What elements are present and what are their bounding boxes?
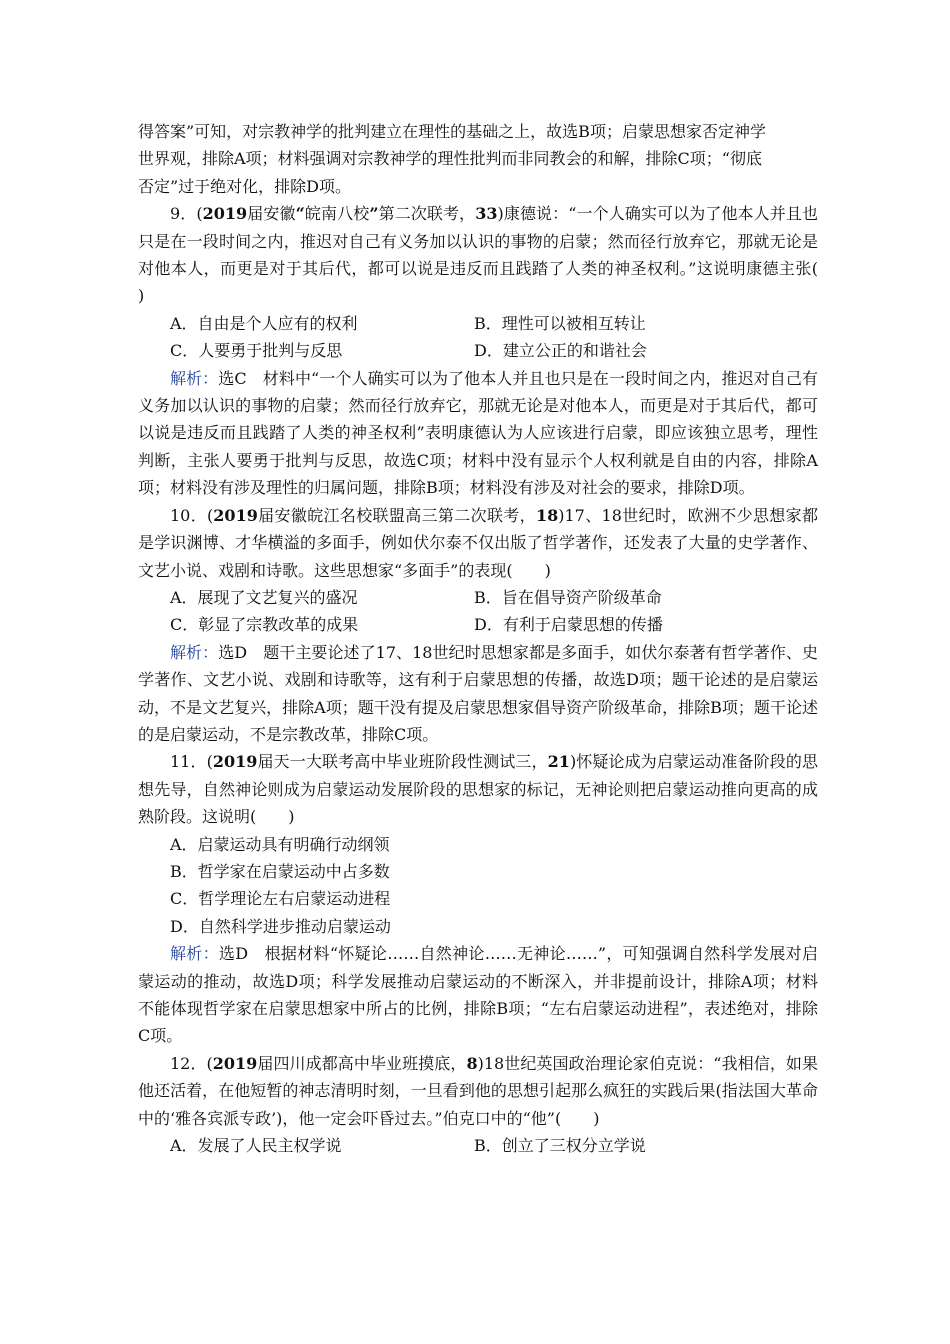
option-a: A．发展了人民主权学说 xyxy=(170,1136,342,1156)
question-9 xyxy=(138,200,851,501)
question-12 xyxy=(138,1050,818,1160)
analysis-label: 解析： xyxy=(170,944,219,964)
question-number: 12．( xyxy=(170,1053,213,1073)
option-d: D．建立公正的和谐社会 xyxy=(474,341,647,361)
question-11-stem xyxy=(138,748,818,830)
question-10 xyxy=(138,502,818,749)
question-9-stem xyxy=(138,200,851,310)
intro-line-1: 得答案”可知，对宗教神学的批判建立在理性的基础之上，故选B项；启蒙思想家否定神学 xyxy=(138,122,766,141)
source-text: 届安徽皖江名校联盟高三第二次联考， xyxy=(257,505,536,525)
option-a: A．自由是个人应有的权利 xyxy=(170,313,358,333)
options-row xyxy=(138,1132,818,1159)
question-9-analysis xyxy=(138,365,818,502)
analysis-label: 解析： xyxy=(170,642,219,662)
source-year: 2019 xyxy=(202,204,248,224)
source-year: 2019 xyxy=(212,1053,258,1073)
analysis-text: 选D 题干主要论述了17、18世纪时思想家都是多面手，如伏尔泰著有哲学著作、史学著作、文艺小说、戏剧和诗歌等，这有利于启蒙思想的传播，故选D项；题干论述的是启蒙运动，不是文艺复兴，排除A项；题干没有提及启蒙思想家倡导资产阶级革命，排除B项；题干论述的是启蒙运动，不是宗教改革，排除C项。 xyxy=(138,642,818,744)
analysis-label: 解析： xyxy=(170,368,219,388)
question-11 xyxy=(138,748,818,1049)
option-b: B．旨在倡导资产阶级革命 xyxy=(474,587,662,607)
question-text: )康德说：“一个人确实可以为了他本人并且也只是在一段时间之内，推迟对自己有义务加以认识的事物的启蒙；然而径行放弃它，那就无论是对他本人，而更是对于其后代，都可以说是违反而且践踏了人类的神圣权利。”这说明康德主张( ) xyxy=(138,204,851,306)
intro-paragraph xyxy=(138,118,818,200)
analysis-text: 选C 材料中“一个人确实可以为了他本人并且也只是在一段时间之内，推迟对自己有义务加以认识的事物的启蒙；然而径行放弃它，那就无论是对他本人，而更是对于其后代，都可以说是违反而且践踏了人类的神圣权利”表明康德认为人应该进行启蒙，即应该独立思考，理性判断，主张人要勇于批判与反思，故选C项；材料中没有显示个人权利就是自由的内容，排除A项；材料没有涉及理性的归属问题，排除B项；材料没有涉及对社会的要求，排除D项。 xyxy=(138,368,818,498)
source-text: 届安徽 xyxy=(247,204,296,224)
question-number: 10．( xyxy=(170,505,214,525)
question-10-analysis xyxy=(138,639,818,749)
option-c: C．哲学理论左右启蒙运动进程 xyxy=(170,889,391,909)
source-number: 18 xyxy=(535,505,559,525)
option-a: A．启蒙运动具有明确行动纲领 xyxy=(170,834,390,854)
option-d: D．有利于启蒙思想的传播 xyxy=(474,615,663,635)
question-10-stem xyxy=(138,502,818,584)
question-12-stem xyxy=(138,1050,818,1132)
option-b: B．理性可以被相互转让 xyxy=(474,313,646,333)
source-number: 21 xyxy=(547,752,570,772)
source-text: 届四川成都高中毕业班摸底， xyxy=(257,1053,467,1073)
source-quote: ” xyxy=(369,204,379,224)
source-text: 届天一大联考高中毕业班阶段性测试三， xyxy=(257,752,548,772)
source-name: 皖南八校 xyxy=(304,204,370,224)
option-c: C．人要勇于批判与反思 xyxy=(170,341,343,361)
option-c: C．彰显了宗教改革的成果 xyxy=(170,615,359,635)
options-row xyxy=(138,611,818,638)
question-number: 11．( xyxy=(170,752,213,772)
option-b: B．哲学家在启蒙运动中占多数 xyxy=(170,861,390,881)
options-row xyxy=(138,584,818,611)
option-a: A．展现了文艺复兴的盛况 xyxy=(170,587,358,607)
source-year: 2019 xyxy=(213,505,258,525)
source-quote: “ xyxy=(295,204,305,224)
question-text: )18世纪英国政治理论家伯克说：“我相信，如果他还活着，在他短暂的神志清明时刻，一旦看到他的思想引起那么疯狂的实践后果(指法国大革命中的‘雅各宾派专政’)，他一定会吓昏过去。”伯克口中的“他”( ) xyxy=(138,1053,818,1128)
options-row xyxy=(138,337,818,364)
source-number: 8 xyxy=(466,1053,478,1073)
intro-line-3: 否定”过于绝对化，排除D项。 xyxy=(138,176,352,196)
question-11-analysis xyxy=(138,940,818,1050)
source-year: 2019 xyxy=(212,752,258,772)
option-b: B．创立了三权分立学说 xyxy=(474,1136,646,1156)
question-text: )17、18世纪时，欧洲不少思想家都是学识渊博、才华横溢的多面手，例如伏尔泰不仅出版了哲学著作，还发表了大量的史学著作、文艺小说、戏剧和诗歌。这些思想家“多面手”的表现( ) xyxy=(138,505,818,580)
option-d: D．自然科学进步推动启蒙运动 xyxy=(170,916,391,936)
analysis-text: 选D 根据材料“怀疑论……自然神论……无神论……”，可知强调自然科学发展对启蒙运动的推动，故选D项；科学发展推动启蒙运动的不断深入，并非提前设计，排除A项；材料不能体现哲学家在启蒙思想家中所占的比例，排除B项；“左右启蒙运动进程”，表述绝对，排除C项。 xyxy=(138,944,818,1046)
question-number: 9．( xyxy=(170,204,203,224)
question-text: )怀疑论成为启蒙运动准备阶段的思想先导，自然神论则成为启蒙运动发展阶段的思想家的标记，无神论则把启蒙运动推向更高的成熟阶段。这说明( ) xyxy=(138,752,818,827)
document-page xyxy=(138,118,851,1159)
source-number: 33 xyxy=(475,204,498,224)
options-row xyxy=(138,310,818,337)
source-text: 第二次联考， xyxy=(378,204,476,224)
intro-line-2: 世界观，排除A项；材料强调对宗教神学的理性批判而非同教会的和解，排除C项；“彻底 xyxy=(138,149,762,169)
